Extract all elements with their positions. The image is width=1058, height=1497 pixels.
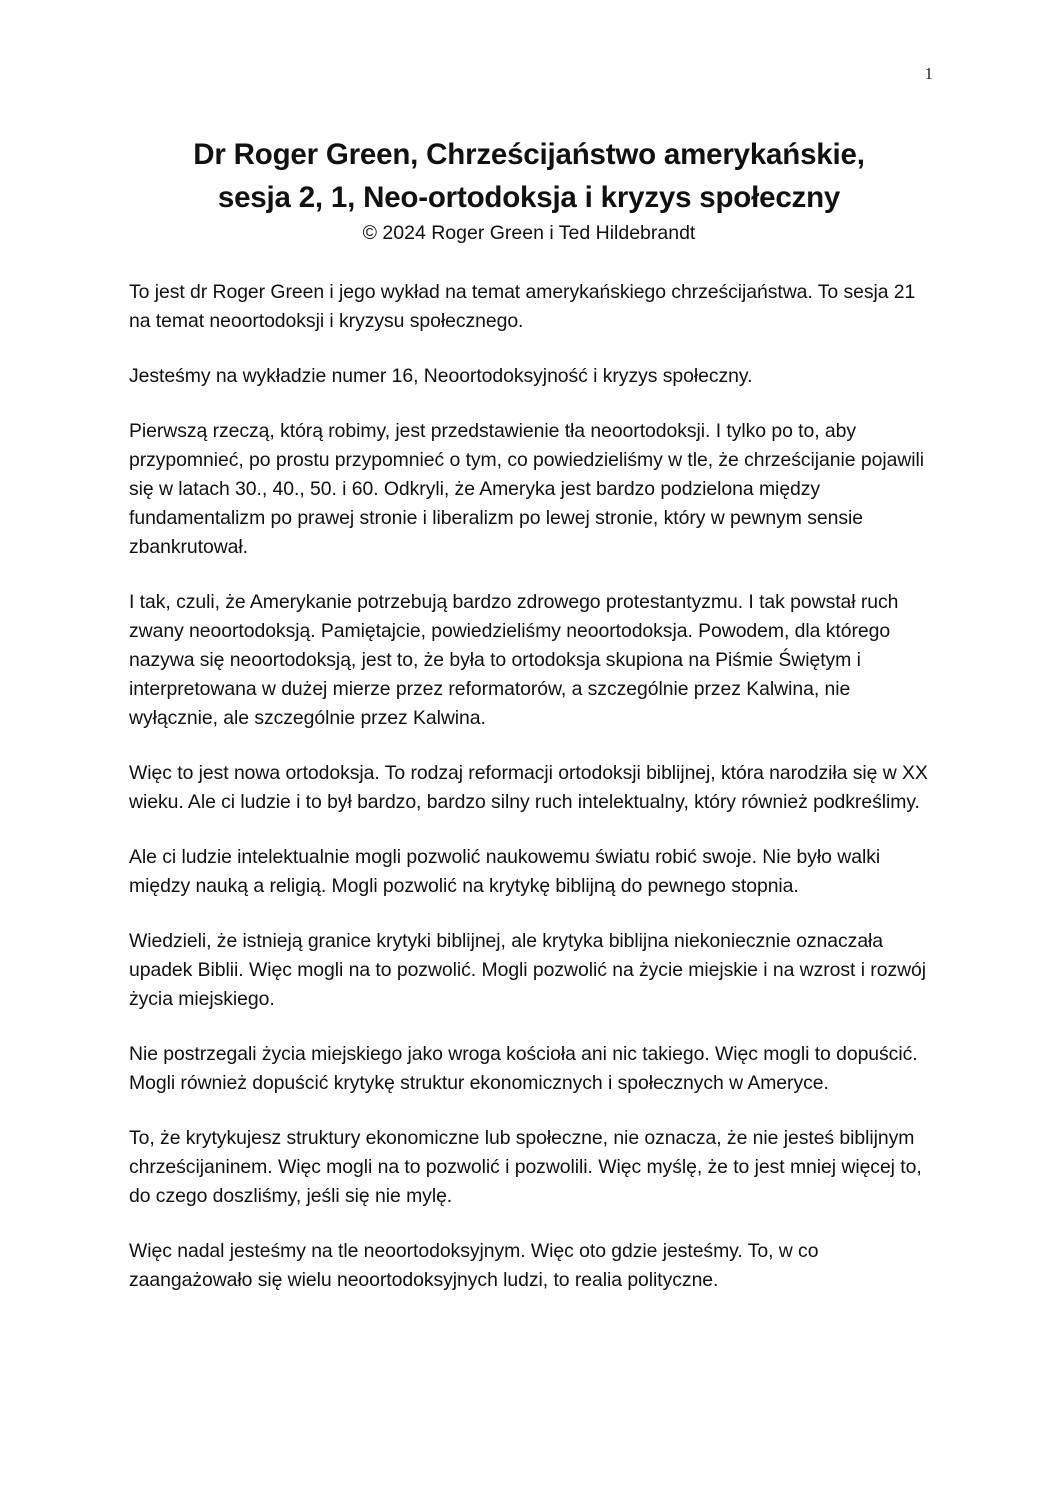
copyright-line: © 2024 Roger Green i Ted Hildebrandt xyxy=(362,222,696,244)
paragraph-4: I tak, czuli, że Amerykanie potrzebują bardzo zdrowego protestantyzmu. I tak powstał ruch zwany neoortodoksją. Pamiętajcie, powiedzieliśmy neoortodoksja. Powodem, dla którego nazywa się neoortodoksją, jest to, że była to ortodoksja skupiona na Piśmie Świętym i interpretowana w dużej mierze przez reformatorów, a szczególnie przez Kalwina, nie wyłącznie, ale szczególnie przez Kalwina. xyxy=(129,591,899,729)
paragraph-1: To jest dr Roger Green i jego wykład na temat amerykańskiego chrześcijaństwa. To sesja 21 na temat neoortodoksji i kryzysu społecznego. xyxy=(129,281,916,332)
paragraph-8: Nie postrzegali życia miejskiego jako wroga kościoła ani nic takiego. Więc mogli to dopuścić. Mogli również dopuścić krytykę struktur ekonomicznych i społecznych w Ameryce. xyxy=(129,1043,918,1094)
paragraph-9: To, że krytykujesz struktury ekonomiczne lub społeczne, nie oznacza, że nie jesteś biblijnym chrześcijaninem. Więc mogli na to pozwolić i pozwolili. Więc myślę, że to jest mniej więcej to, do czego doszliśmy, jeśli się nie mylę. xyxy=(129,1127,922,1207)
page-number: 1 xyxy=(924,64,933,83)
title-line-2: sesja 2, 1, Neo-ortodoksja i kryzys społeczny xyxy=(217,181,841,214)
document-body xyxy=(129,278,937,1321)
paragraph-3: Pierwszą rzeczą, którą robimy, jest przedstawienie tła neoortodoksji. I tylko po to, aby przypomnieć, po prostu przypomnieć o tym, co powiedzieliśmy w tle, że chrześcijanie pojawili się w latach 30., 40., 50. i 60. Odkryli, że Ameryka jest bardzo podzielona między fundamentalizm po prawej stronie i liberalizm po lewej stronie, który w pewnym sensie zbankrutował. xyxy=(129,420,925,558)
paragraph-5: Więc to jest nowa ortodoksja. To rodzaj reformacji ortodoksji biblijnej, która narodziła się w XX wieku. Ale ci ludzie i to był bardzo, bardzo silny ruch intelektualny, który również podkreślimy. xyxy=(129,762,928,813)
document-title xyxy=(129,133,929,219)
paragraph-10: Więc nadal jesteśmy na tle neoortodoksyjnym. Więc oto gdzie jesteśmy. To, w co zaangażowało się wielu neoortodoksyjnych ludzi, to realia polityczne. xyxy=(129,1240,819,1291)
document-header xyxy=(129,133,929,248)
paragraph-2: Jesteśmy na wykładzie numer 16, Neoortodoksyjność i kryzys społeczny. xyxy=(129,365,753,387)
paragraph-6: Ale ci ludzie intelektualnie mogli pozwolić naukowemu światu robić swoje. Nie było walki między nauką a religią. Mogli pozwolić na krytykę biblijną do pewnego stopnia. xyxy=(129,846,881,897)
title-line-1: Dr Roger Green, Chrześcijaństwo amerykańskie, xyxy=(193,138,865,171)
paragraph-7: Wiedzieli, że istnieją granice krytyki biblijnej, ale krytyka biblijna niekoniecznie oznaczała upadek Biblii. Więc mogli na to pozwolić. Mogli pozwolić na życie miejskie i na wzrost i rozwój życia miejskiego. xyxy=(129,930,927,1010)
